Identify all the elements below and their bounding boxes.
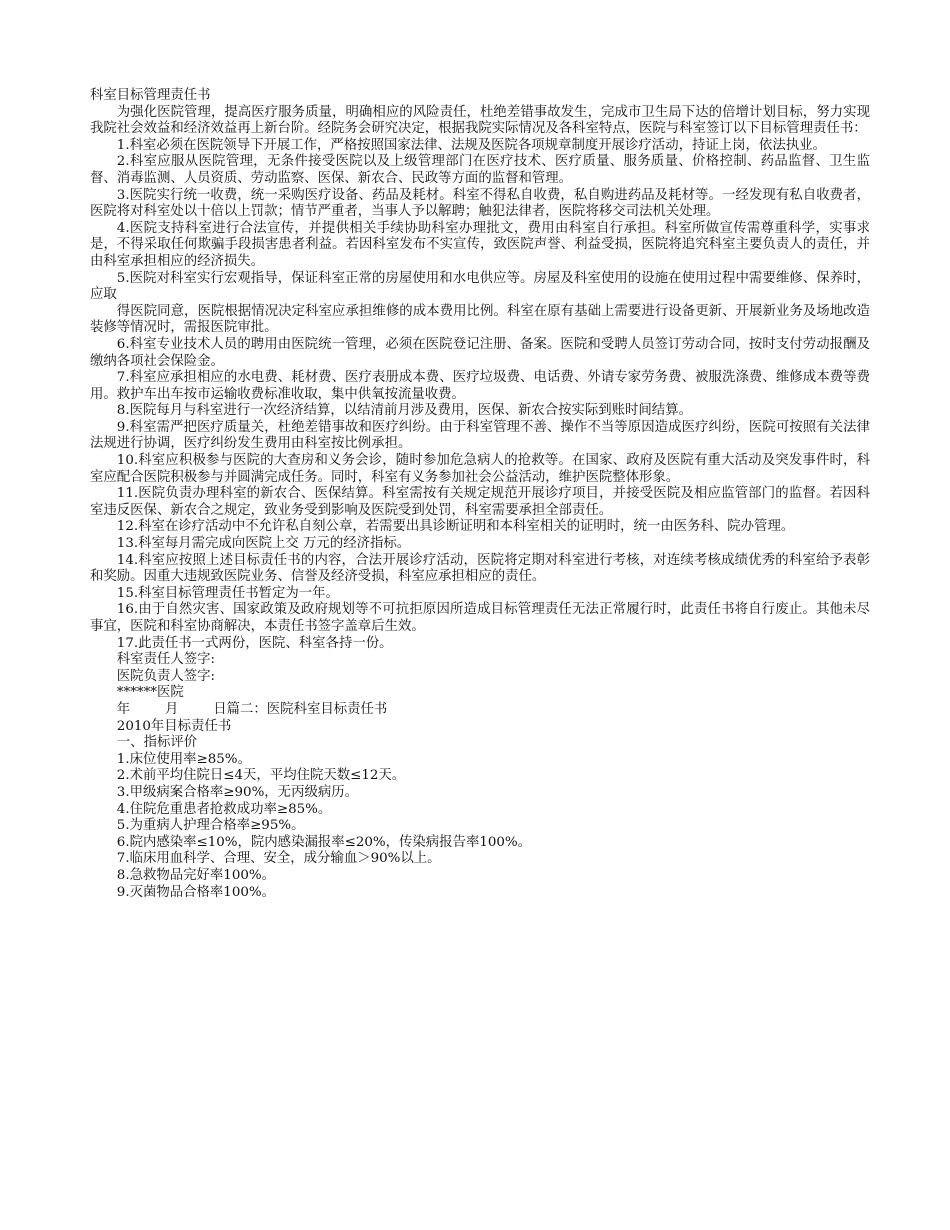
- indicator-5: 5.为重病人护理合格率≥95%。: [116, 818, 305, 834]
- clause-2: 2.科室应服从医院管理，无条件接受医院以及上级管理部门在医疗技术、医疗质量、服务质量、价格控制、药品监督、卫生监督、消毒监测、人员资质、劳动监察、医保、新农合、民政等方面的监督和管理。: [90, 154, 870, 186]
- clause-4: 4.医院支持科室进行合法宣传，并提供相关手续协助科室办理批文，费用由科室自行承担。科室所做宣传需尊重科学，实事求是，不得采取任何欺骗手段损害患者利益。若因科室发布不实宣传，致医院声誉、利益受损，医院将追究科室主要负责人的责任，并由科室承担相应的经济损失。: [90, 220, 870, 269]
- clause-6: 6.科室专业技术人员的聘用由医院统一管理，必须在医院登记注册、备案。医院和受聘人员签订劳动合同，按时支付劳动报酬及缴纳各项社会保险金。: [90, 336, 870, 369]
- indicator-1: 1.床位使用率≥85%。: [116, 751, 251, 767]
- clause-8: 8.医院每月与科室进行一次经济结算，以结清前月涉及费用，医保、新农合按实际到账时间结算。: [116, 403, 692, 419]
- indicator-3: 3.甲级病案合格率≥90%，无丙级病历。: [116, 784, 359, 800]
- clause-11: 11.医院负责办理科室的新农合、医保结算。科室需按有关规定规范开展诊疗项目，并接受医院及相应监管部门的监督。若因科室违反医保、新农合之规定，致业务受到影响及医院受到处罚，科室需要承担全部责任。: [90, 486, 870, 518]
- indicator-9: 9.灭菌物品合格率100%。: [116, 884, 275, 900]
- hospital-name: ******医院: [116, 685, 184, 701]
- clause-9: 9.科室需严把医疗质量关，杜绝差错事故和医疗纠纷。由于科室管理不善、操作不当等原因造成医疗纠纷，医院可按照有关法律法规进行协调，医疗纠纷发生费用由科室按比例承担。: [90, 419, 870, 452]
- clause-1: 1.科室必须在医院领导下开展工作，严格按照国家法律、法规及医院各项规章制度开展诊疗活动，持证上岗，依法执业。: [116, 137, 826, 153]
- clause-3: 3.医院实行统一收费，统一采购医疗设备、药品及耗材。科室不得私自收费，私自购进药品及耗材等。一经发现有私自收费者，医院将对科室处以十倍以上罚款；情节严重者，当事人予以解聘；触犯法律者，医院将移交司法机关处理。: [90, 187, 870, 220]
- clause-17: 17.此责任书一式两份，医院、科室各持一份。: [116, 635, 393, 651]
- indicator-7: 7.临床用血科学、合理、安全，成分输血＞90%以上。: [116, 851, 441, 867]
- clause-10: 10.科室应积极参与医院的大查房和义务会诊，随时参加危急病人的抢救等。在国家、政府及医院有重大活动及突发事件时，科室应配合医院积极参与并圆满完成任务。同时，科室有义务参加社会公益活动，维护医院整体形象。: [90, 453, 870, 485]
- signature-department: 科室责任人签字:: [116, 652, 216, 668]
- clause-13: 13.科室每月需完成向医院上交 万元的经济指标。: [116, 536, 411, 552]
- next-document-title: 2010年目标责任书: [116, 718, 232, 734]
- clause-14: 14.科室应按照上述目标责任书的内容，合法开展诊疗活动，医院将定期对科室进行考核，对连续考核成绩优秀的科室给予表彰和奖励。因重大违规致医院业务、信誉及经济受损，科室应承担相应的责任。: [90, 552, 870, 585]
- clause-16: 16.由于自然灾害、国家政策及政府规划等不可抗拒原因所造成目标管理责任无法正常履行时，此责任书将自行废止。其他未尽事宜，医院和科室协商解决，本责任书签字盖章后生效。: [90, 602, 870, 634]
- date-day-and-next-heading: 日篇二：医院科室目标责任书: [213, 701, 388, 717]
- date-month: 月: [165, 701, 179, 717]
- clause-5-continued: 得医院同意，医院根据情况决定科室应承担维修的成本费用比例。科室在原有基础上需要进行设备更新、开展新业务及场地改造装修等情况时，需报医院审批。: [90, 303, 870, 336]
- date-year: 年: [116, 701, 131, 717]
- clause-12: 12.科室在诊疗活动中不允许私自刻公章，若需要出具诊断证明和本科室相关的证明时，统一由医务科、院办管理。: [116, 519, 795, 535]
- clause-5: 5.医院对科室实行宏观指导，保证科室正常的房屋使用和水电供应等。房屋及科室使用的设施在使用过程中需要维修、保养时，应取: [90, 270, 870, 303]
- indicator-2: 2.术前平均住院日≤4天，平均住院天数≤12天。: [116, 768, 406, 784]
- indicator-4: 4.住院危重患者抢救成功率≥85%。: [116, 801, 332, 817]
- document-title: 科室目标管理责任书: [90, 88, 211, 103]
- clause-15: 15.科室目标管理责任书暂定为一年。: [116, 585, 339, 601]
- clause-7: 7.科室应承担相应的水电费、耗材费、医疗表册成本费、医疗垃圾费、电话费、外请专家劳务费、被服洗涤费、维修成本费等费用。救护车出车按市运输收费标准收取，集中供氧按流量收费。: [90, 370, 870, 402]
- indicator-8: 8.急救物品完好率100%。: [116, 867, 275, 883]
- intro-paragraph: 为强化医院管理，提高医疗服务质量，明确相应的风险责任，杜绝差错事故发生，完成市卫生局下达的倍增计划目标，努力实现我院社会效益和经济效益再上新台阶。经院务会研究决定，根据我院实际情况及各科室特点，医院与科室签订以下目标管理责任书：: [90, 104, 870, 137]
- signature-hospital: 医院负责人签字:: [116, 668, 216, 684]
- indicator-6: 6.院内感染率≤10%，院内感染漏报率≤20%，传染病报告率100%。: [116, 834, 532, 850]
- date-line: [90, 702, 870, 719]
- section-heading: 一、指标评价: [116, 735, 198, 751]
